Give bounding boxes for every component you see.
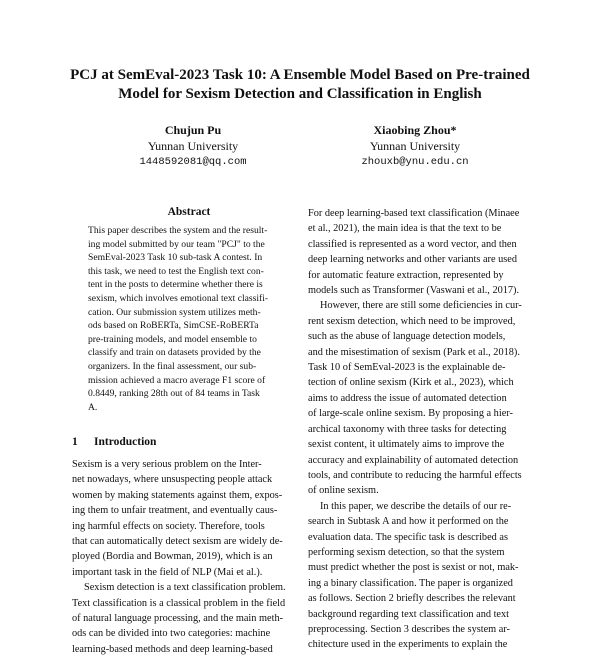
paragraph-line: background regarding text classification and text [308,608,510,620]
paragraph-line: accuracy and explainability of automated detection [308,454,519,466]
title-line-2: Model for Sexism Detection and Classification in English [118,86,482,102]
paragraph-line: ployed (Bordia and Bowman, 2019), which is an [72,551,273,563]
paragraph-line: archical taxonomy with three tasks for detecting [308,423,507,435]
paragraph-line: of natural language processing, and the main meth- [72,613,284,625]
paragraph-line: tection of online sexism (Kirk et al., 2023), which [308,377,514,389]
paragraph-line: and the misestimation of sexism (Park et al., 2018). [308,346,520,358]
author-email[interactable]: 1448592081@qq.com [139,156,247,168]
paragraph-line: et al., 2021), the main idea is that the text to be [308,223,502,235]
abstract-line: ing model submitted by our team "PCJ" to the [88,238,265,250]
section-number: 1 [72,436,78,448]
paragraph-line: for automatic feature extraction, represented by [308,269,504,281]
paragraph-line: classified is represented as a word vector, and then [308,238,517,250]
paragraph-line: of large-scale online sexism. By proposing a hier- [308,408,513,420]
author-affiliation: Yunnan University [147,139,239,153]
paragraph-line: ing a binary classification. The paper is organized [308,577,513,589]
abstract-line: classify and train on datasets provided by the [88,347,261,359]
paragraph-line: evaluation data. The specific task is described as [308,531,508,543]
paragraph-line: For deep learning-based text classification (Minaee [308,208,520,219]
paragraph-line: as follows. Section 2 briefly describes the relevant [308,593,516,605]
paragraph-line: performing sexism detection, so that the system [308,546,505,558]
abstract-line: pre-training models, and model ensemble to [88,333,257,345]
title-line-1: PCJ at SemEval-2023 Task 10: A Ensemble Model Based on Pre-trained [70,67,530,83]
right-column-body [308,206,532,653]
left-column-body [72,457,302,657]
abstract-line: 0.8449, ranking 28th out of 84 teams in Task [88,388,260,400]
paragraph-line: In this paper, we describe the details of our re- [320,500,512,512]
paragraph-line: aims to address the issue of automated detection [308,392,507,404]
paragraph-line: women by making statements against them, expos- [72,489,283,501]
paragraph-line: sexist content, it ultimately aims to improve the [308,439,505,451]
author-name: Xiaobing Zhou* [373,123,457,137]
paragraph-line: important task in the field of NLP (Mai et al.). [72,566,263,578]
section-heading-introduction [72,436,302,448]
paragraph-line: that can automatically detect sexism are widely de- [72,536,283,548]
author-block-2 [330,122,500,170]
author-name: Chujun Pu [164,123,222,137]
abstract-line: cation. Our submission system utilizes meth- [88,306,261,318]
abstract-line: A. [88,401,98,413]
abstract-line: mission achieved a macro average F1 score of [88,374,266,386]
paper-title [40,66,560,104]
paragraph-line: However, there are still some deficiencies in cur- [320,300,522,312]
paragraph-line: Task 10 of SemEval-2023 is the explainable de- [308,362,506,374]
paragraph-line: rent sexism detection, which need to be improved, [308,315,516,327]
section-title: Introduction [94,436,157,448]
paragraph-line: must predict whether the post is sexist or not, mak- [308,562,519,574]
paragraph-line: ing harmful effects on society. Therefore, tools [72,520,265,532]
paragraph-line: ods can be divided into two categories: machine [72,628,271,640]
paragraph-line: Sexism is a very serious problem on the Inter- [72,459,262,470]
abstract-line: ods based on RoBERTa, SimCSE-RoBERTa [88,320,259,332]
abstract-line: tent in the posts to determine whether there is [88,279,263,291]
abstract-line: this task, we need to test the English text con- [88,265,264,277]
paragraph-line: Text classification is a classical problem in the field [72,597,286,609]
paragraph-line: preprocessing. Section 3 describes the system ar- [308,623,510,635]
paragraph-line: ing them to unfair treatment, and eventually caus- [72,505,278,517]
author-affiliation: Yunnan University [369,139,461,153]
abstract-body [88,224,284,414]
paragraph-line: deep learning networks and other variants are used [308,254,518,266]
paragraph-line: models such as Transformer (Vaswani et al., 2017). [308,285,520,297]
abstract-heading: Abstract [167,206,211,218]
paragraph-line: of online sexism. [308,485,379,497]
abstract-line: SemEval-2023 Task 10 sub-task A contest. In [88,252,263,264]
abstract-line: organizers. In the final assessment, our sub- [88,360,257,372]
paragraph-line: search in Subtask A and how it performed on the [308,516,509,528]
author-block-1 [118,122,268,170]
abstract-line: sexism, which involves emotional text classifi- [88,292,269,304]
paragraph-line: net nowadays, where unsuspecting people attack [72,474,273,486]
paragraph-line: Sexism detection is a text classification problem. [84,582,286,594]
author-email[interactable]: zhouxb@ynu.edu.cn [361,156,469,168]
paragraph-line: learning-based methods and deep learning-based [72,643,273,655]
paragraph-line: such as the abuse of language detection models, [308,331,506,343]
paragraph-line: chitecture used in the experiments to explain the [308,639,508,651]
paragraph-line: tools, and contribute to reducing the harmful effects [308,469,522,481]
abstract-line: This paper describes the system and the result- [88,225,268,236]
